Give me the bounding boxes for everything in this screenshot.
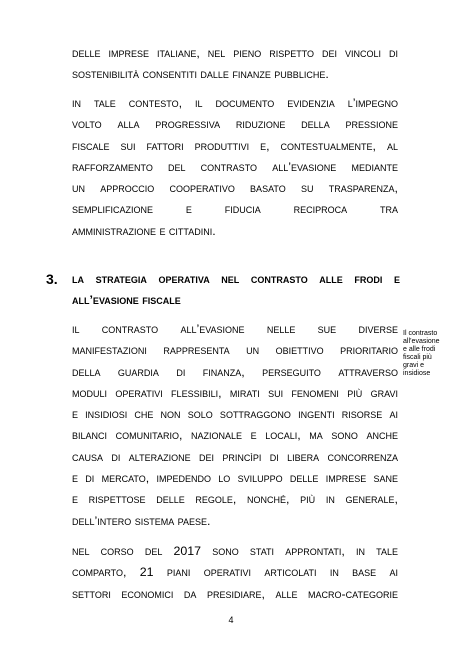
- text-line: semplificazione e fiducia reciproca tra: [72, 202, 398, 217]
- paragraph-2: [72, 93, 398, 242]
- text-line: moduli operativi flessibili, mirati sui fenomeni più gravi: [72, 385, 398, 400]
- section-title-line: la strategia operativa nel contrasto alle frodi e: [72, 272, 400, 286]
- text-line: comparto, 21 piani operativi articolati in base ai: [72, 565, 398, 580]
- text-line: e rispettose delle regole, nonché, più in generale,: [72, 492, 398, 507]
- margin-note-line: Il contrasto: [403, 330, 438, 337]
- text-line: delle imprese italiane, nel pieno rispetto dei vincoli di: [72, 46, 398, 60]
- page-number: 4: [228, 615, 234, 625]
- text-line: della guardia di finanza, perseguito attraverso: [72, 364, 398, 379]
- text-line: rafforzamento del contrasto all’evasione mediante: [72, 159, 398, 174]
- text-line: causa di alterazione dei princìpi di libera concorrenza: [72, 449, 398, 464]
- paragraph-4: [72, 541, 398, 605]
- section-number: 3.: [46, 271, 58, 287]
- text-line: in tale contesto, il documento evidenzia l’impegno: [72, 96, 398, 110]
- text-line: e di mercato, impedendo lo sviluppo delle imprese sane: [72, 471, 398, 486]
- text-line: fiscale sui fattori produttivi e, contestualmente, al: [72, 138, 398, 153]
- paragraph-1: [72, 43, 398, 86]
- text-line: sostenibilità consentiti dalle finanze pubbliche.: [72, 67, 329, 82]
- paragraph-3: [72, 319, 398, 532]
- text-line: dell’intero sistema paese.: [72, 513, 211, 528]
- margin-note-line: all’evasione: [403, 338, 440, 345]
- text-line: e insidiosi che non solo sottraggono ingenti risorse ai: [72, 407, 398, 422]
- text-line: nel corso del 2017 sono stati approntati, in tale: [72, 544, 398, 558]
- section-title: [72, 269, 400, 312]
- section-title-line: all’evasione fiscale: [72, 293, 181, 308]
- margin-note-line: e alle frodi: [403, 346, 436, 353]
- text-line: manifestazioni rappresenta un obiettivo prioritario: [72, 343, 398, 358]
- text-line: settori economici da presidiare, alle macro-categorie: [72, 586, 398, 601]
- section-heading: [46, 269, 400, 312]
- margin-note-line: fiscali più: [403, 354, 432, 361]
- text-line: il contrasto all’evasione nelle sue diverse: [72, 322, 398, 336]
- text-line: un approccio cooperativo basato su trasparenza,: [72, 181, 398, 196]
- text-line: bilanci comunitario, nazionale e locali, ma sono anche: [72, 428, 398, 443]
- margin-note-line: gravi e: [403, 362, 425, 369]
- text-line: amministrazione e cittadini.: [72, 223, 216, 238]
- margin-note: [403, 330, 451, 378]
- margin-note-line: insidiose: [403, 370, 431, 377]
- text-line: volto alla progressiva riduzione della pressione: [72, 117, 398, 132]
